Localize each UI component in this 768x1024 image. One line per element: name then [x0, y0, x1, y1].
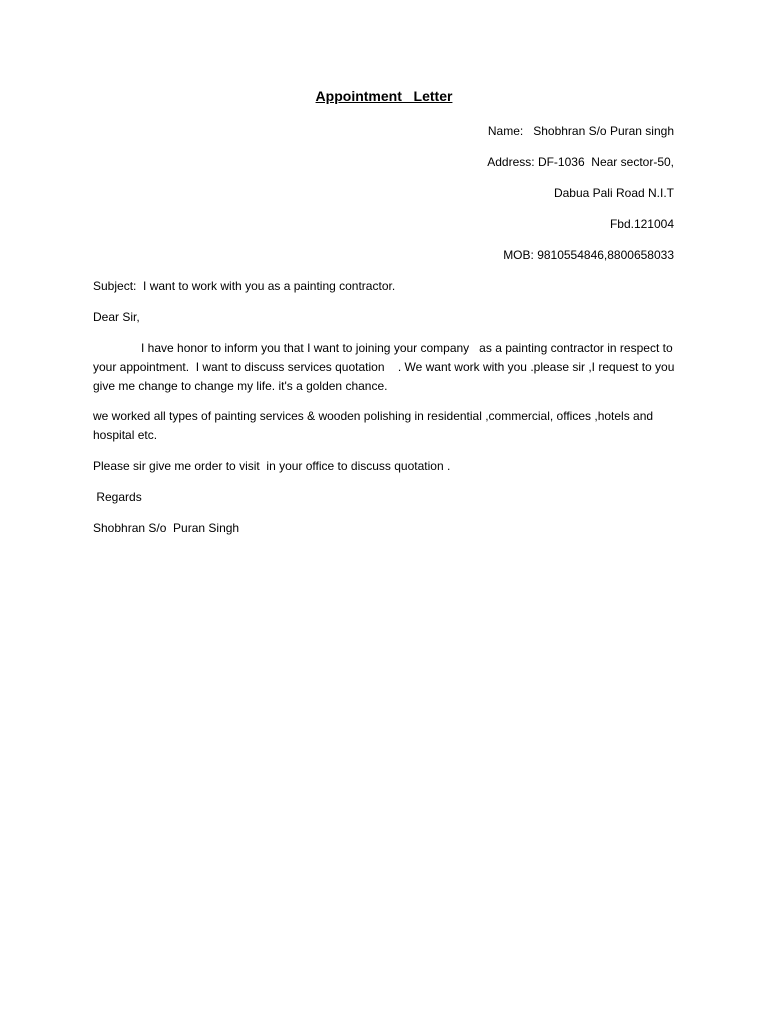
sender-name: Name: Shobhran S/o Puran singh: [487, 124, 674, 138]
letter-title: Appointment Letter: [315, 88, 453, 104]
letter-closing: Regards: [93, 490, 142, 504]
letter-paragraph-3: Please sir give me order to visit in your office to discuss quotation .: [93, 459, 451, 473]
sender-address-line3: Fbd.121004: [609, 217, 674, 231]
letter-paragraph-2: we worked all types of painting services & wooden polishing in residential ,commercial, offices ,hotels and hospital etc.: [93, 409, 657, 442]
letter-subject: Subject: I want to work with you as a painting contractor.: [93, 279, 396, 293]
sender-address-line1: Address: DF-1036 Near sector-50,: [487, 155, 674, 169]
letter-salutation: Dear Sir,: [93, 310, 140, 324]
letter-signature: Shobhran S/o Puran Singh: [93, 521, 240, 535]
sender-address-line2: Dabua Pali Road N.I.T: [553, 186, 674, 200]
letter-paragraph-1: I have honor to inform you that I want to joining your company as a painting contractor in respect to your appointment. I want to discuss services quotation . We want work with you .please sir ,I request to you give me change to change my life. it's a golden chance.: [93, 341, 678, 393]
sender-mobile: MOB: 9810554846,8800658033: [503, 248, 674, 262]
